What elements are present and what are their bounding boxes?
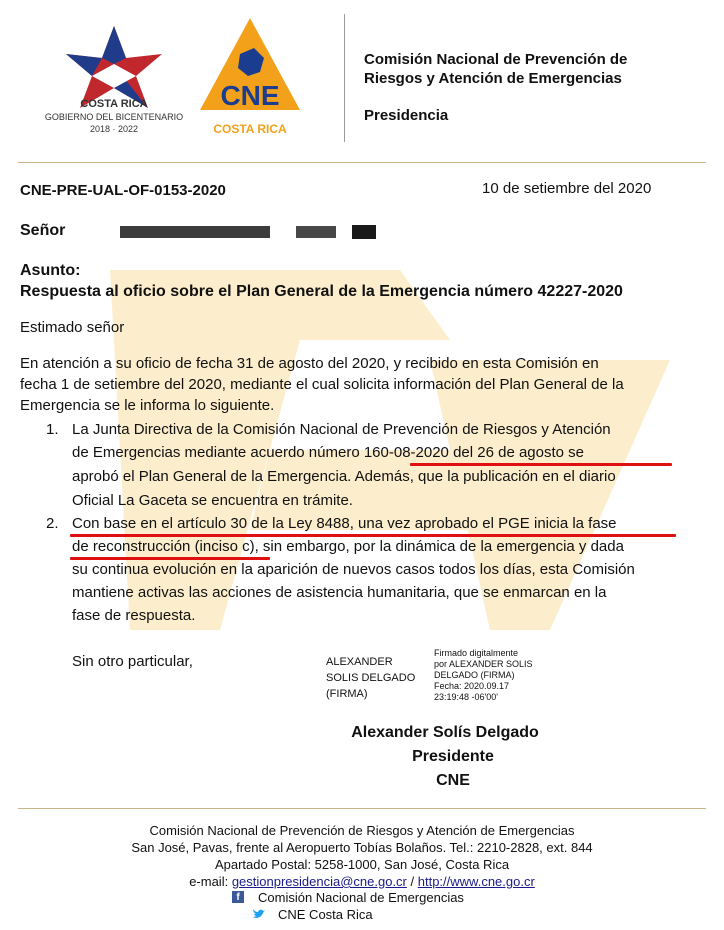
email-link[interactable]: gestionpresidencia@cne.go.cr (231, 874, 407, 889)
twitter-name[interactable]: CNE Costa Rica (278, 907, 373, 922)
highlight-underline (410, 463, 672, 466)
stamp-left-line: ALEXANDER (326, 656, 393, 668)
twitter-icon (252, 907, 266, 919)
item-line: de reconstrucción (inciso c), sin embargo, por la dinámica de la emergencia y dada (72, 538, 624, 555)
redacted-recipient (120, 226, 270, 238)
header-rule (18, 162, 706, 163)
subject-text: Respuesta al oficio sobre el Plan General de la Emergencia número 42227-2020 (20, 283, 623, 300)
signature-stamp-details (434, 648, 533, 703)
signer-name: Alexander Solís Delgado (351, 724, 539, 741)
link-separator: / (406, 874, 418, 889)
redacted-recipient-3 (352, 225, 376, 239)
item-line: La Junta Directiva de la Comisión Nacional de Prevención de Riesgos y Atención (72, 421, 611, 438)
letter-date: 10 de setiembre del 2020 (482, 180, 652, 197)
facebook-name[interactable]: Comisión Nacional de Emergencias (258, 890, 464, 905)
gov-logo-line1: COSTA RICA (80, 98, 148, 110)
stamp-right-line: Firmado digitalmente (434, 648, 519, 658)
institution-line1: Comisión Nacional de Prevención de (364, 51, 628, 68)
item-line: Con base en el artículo 30 de la Ley 8488, una vez aprobado el PGE inicia la fase (72, 515, 617, 532)
item-line: su continua evolución en la aparición de nuevos casos todos los días, esta Comisión (72, 561, 635, 578)
email-label: e-mail: (189, 874, 232, 889)
stamp-right-line: DELGADO (FIRMA) (434, 670, 515, 680)
footer-contact (0, 873, 724, 890)
subject-label: Asunto: (20, 262, 81, 279)
item-line: fase de respuesta. (72, 607, 196, 624)
footer-line2: San José, Pavas, frente al Aeropuerto Tobías Bolaños. Tel.: 2210-2828, ext. 844 (131, 840, 593, 855)
item-line: de Emergencias mediante acuerdo número 160-08-2020 del 26 de agosto se (72, 444, 585, 461)
stamp-left-line: (FIRMA) (326, 688, 368, 700)
signature-stamp-name (326, 656, 415, 701)
intro-line: fecha 1 de setiembre del 2020, mediante el cual solicita información del Plan General de la (20, 376, 624, 393)
header-divider (344, 14, 345, 142)
gov-logo-line2: GOBIERNO DEL BICENTENARIO (44, 112, 184, 122)
institution-line2: Riesgos y Atención de Emergencias (364, 70, 622, 87)
cne-logo-text: CNE (220, 80, 280, 111)
greeting: Estimado señor (20, 319, 125, 336)
stamp-right-line: 23:19:48 -06'00' (434, 692, 498, 702)
gov-logo-line3: 2018 · 2022 (89, 124, 139, 134)
stamp-right-line: Fecha: 2020.09.17 (434, 681, 510, 691)
facebook-icon: f (232, 891, 244, 903)
intro-line: En atención a su oficio de fecha 31 de agosto del 2020, y recibido en esta Comisión en (20, 355, 599, 372)
item-line: Oficial La Gaceta se encuentra en trámite. (72, 492, 353, 509)
item-line: mantiene activas las acciones de asistencia humanitaria, que se enmarcan en la (72, 584, 607, 601)
department: Presidencia (364, 107, 449, 124)
redacted-recipient-2 (296, 226, 336, 238)
highlight-underline (70, 557, 270, 560)
signer-title: Presidente (412, 748, 494, 765)
stamp-right-line: por ALEXANDER SOLIS (434, 659, 533, 669)
item-number: 2. (46, 515, 59, 532)
item-number: 1. (46, 421, 59, 438)
signer-org: CNE (436, 772, 470, 789)
footer-rule (18, 808, 706, 809)
salutation-label: Señor (20, 222, 66, 239)
reference-number: CNE-PRE-UAL-OF-0153-2020 (20, 182, 226, 199)
website-link[interactable]: http://www.cne.go.cr (417, 874, 535, 889)
footer-line3: Apartado Postal: 5258-1000, San José, Costa Rica (214, 857, 510, 872)
footer-line1: Comisión Nacional de Prevención de Riesgos y Atención de Emergencias (149, 823, 575, 838)
item-line: aprobó el Plan General de la Emergencia. Además, que la publicación en el diario (72, 468, 616, 485)
cne-logo-sub: COSTA RICA (213, 122, 287, 136)
closing: Sin otro particular, (72, 653, 193, 670)
intro-line: Emergencia se le informa lo siguiente. (20, 397, 275, 414)
highlight-underline (70, 534, 676, 537)
stamp-left-line: SOLIS DELGADO (326, 672, 416, 684)
